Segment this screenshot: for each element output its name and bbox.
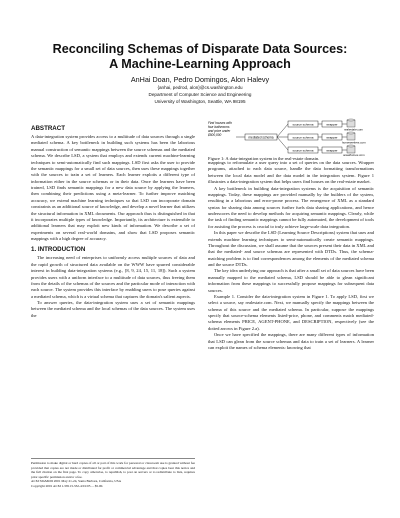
author-emails: {anhai, pedrod, alon}@cs.washington.edu [157, 85, 243, 90]
user-query-line-4: $500,000 [208, 133, 222, 137]
wrapper-label-2: wrapper [326, 135, 338, 140]
figure-caption: Figure 1: A data-integration system in the real-estate domain. [208, 156, 320, 161]
copyright-line: Copyright 2001 ACM 1-58113-332-4/01/05 ... $5.00. [31, 483, 104, 488]
source-schema-label-1: source schema [292, 122, 314, 127]
left-column [31, 124, 195, 319]
mediated-schema-label: mediated schema [248, 135, 274, 140]
authors: AnHai Doan, Pedro Domingos, Alon Halevy [130, 75, 270, 84]
right-paragraph-3: In this paper we describe the LSD (Learning Source Descriptions) system that uses and extends machine learning techniques to semi-automatically create semantic mappings. Throughout the discussion, we shall assume that the sources present their data in XML and that the mediated- and source schemas are represented with DTDs. Thus, the schema-matching problem is to find correspondences among the elements of the mediated schema and the source DTDs. [208, 230, 374, 267]
user-query-line-2: four bathrooms [208, 125, 230, 129]
right-column [208, 160, 374, 351]
database-icon-3 [347, 145, 355, 153]
wrapper-label-3: wrapper [326, 148, 338, 153]
user-query-text [208, 121, 233, 137]
database-icon-2 [347, 132, 355, 140]
figure-1-diagram [208, 118, 374, 156]
link-1 [277, 124, 288, 137]
permission-notice: Permission to make digital or hard copies of all or part of this work for personal or classroom use is granted without fee provided that copies are not made or distributed for profit or commercial advantage and that copies bear this notice and the full citation on the first page. To copy otherwise, to republish, to post on servers or to redistribute to lists, requires prior specific permission and/or a fee. [31, 461, 195, 479]
wrapper-label-1: wrapper [326, 122, 338, 127]
database-icon-1 [347, 119, 355, 127]
user-query-line-3: and price under [208, 129, 231, 133]
right-paragraph-2: A key bottleneck in building data-integration systems is the acquisition of semantic mappings. Today, these mappings are provided manually by the builders of the system, resulting in a laborious and error-prone process. The emergence of XML as a standard syntax for sharing data among sources further fuels data sharing applications, and hence underscores the need to develop methods for acquiring semantic mappings. Clearly, while the task of finding semantic mappings cannot be fully automated, the development of tools for assisting the process is crucial to truly achieve large-scale data integration. [208, 185, 374, 229]
right-paragraph-6: Once we have specified the mappings, there are many different types of information that LSD can glean from the source schemas and data to train a set of learners. A learner can exploit the names of schema elements: knowing that [208, 332, 374, 350]
abstract-heading: ABSTRACT [31, 125, 66, 132]
copyright-footnote [31, 458, 195, 489]
title-line-2: A Machine-Learning Approach [109, 57, 291, 71]
site-label-2: homeseekers.com [342, 140, 366, 145]
abstract-text: A data-integration system provides access to a multitude of data sources through a single mediated schema. A key bottleneck in building such systems has been the laborious manual construction of semantic mappings between the source schemas and the mediated schema. We describe LSD, a system that employs and extends current machine-learning techniques to semi-automatically find such mappings. LSD first asks the user to provide the semantic mappings for a small set of data sources, then uses these mappings together with the sources to train a set of learners. Each learner exploits a different type of information either in the source schemas or in their data. Once the learners have been trained, LSD finds semantic mappings for a new data source by applying the learners, then combining their predictions using a meta-learner. To further improve matching accuracy, we extend machine learning techniques so that LSD can incorporate domain constraints as an additional source of knowledge, and develop a novel learner that utilizes the structural information in XML documents. Our approach thus is distinguished in that it incorporates multiple types of knowledge. Importantly, its architecture is extensible to additional learners that may exploit new kinds of information. We describe a set of experiments on several real-world domains, and show that LSD proposes semantic mappings with a high degree of accuracy. [31, 134, 195, 241]
title-line-1: Reconciling Schemas of Disparate Data Sources: [52, 42, 348, 56]
intro-paragraph-2: To answer queries, the data-integration system uses a set of semantic mappings between the mediated schema and the local schemas of the data sources. The system uses the [31, 300, 195, 318]
right-paragraph-5: Example 1. Consider the data-integration system in Figure 1. To apply LSD, first we select a source, say realestate.com. Next, we manually specify the mappings between the schema of this source and the mediated schema. In particular, suppose the mappings specify that source-schema elements listed-price, phone, and comments match mediated-schema elements PRICE, AGENT-PHONE, and DESCRIPTION, respectively (see the dotted arrows in Figure 2.a). [208, 293, 374, 331]
integration-diagram [208, 118, 374, 156]
right-paragraph-1: mappings to reformulate a user query into a set of queries on the data sources. Wrapper programs, attached to each data source, handle the data formatting transformations between the local data model and the data model in the integration system. Figure 1 illustrates a data-integration system that helps users find houses on the real-estate market. [208, 160, 374, 185]
site-label-3: greathomes.com [343, 153, 365, 156]
affiliation [20, 84, 380, 105]
right-paragraph-4: The key idea underlying our approach is that after a small set of data sources have been manually mapped to the mediated schema, LSD should be able to glean significant information from these mappings to successfully propose mappings for subsequent data sources. [208, 268, 374, 293]
site-label-1: realestate.com [344, 127, 363, 132]
source-schema-label-3: source schema [292, 148, 314, 153]
university: University of Washington, Seattle, WA 98195 [154, 99, 246, 104]
intro-paragraph-1: The increasing need of enterprises to uniformly access multiple sources of data and the rapid growth of structured data available on the WWW have spurred considerable interest in building data-integration systems (e.g., [8, 9, 24, 15, 11, 18]). Such a system provides users with a uniform interface to a multitude of data sources, thus freeing them from the details of the schemas of the sources and the particular mode of interaction with each source. The system provides this interface by enabling users to pose queries against a mediated schema, which is a virtual schema that captures the domain's salient aspects. [31, 255, 195, 299]
introduction-heading: 1. INTRODUCTION [31, 246, 86, 254]
source-schema-label-2: source schema [292, 135, 314, 140]
paper-title [20, 42, 380, 72]
department: Department of Computer Science and Engineering [148, 92, 252, 97]
venue-line: ACM SIGMOD 2001 May 21-24, Santa Barbara, California, USA [31, 479, 122, 484]
user-query-line-1: Find houses with [208, 121, 232, 125]
link-3 [277, 137, 288, 150]
